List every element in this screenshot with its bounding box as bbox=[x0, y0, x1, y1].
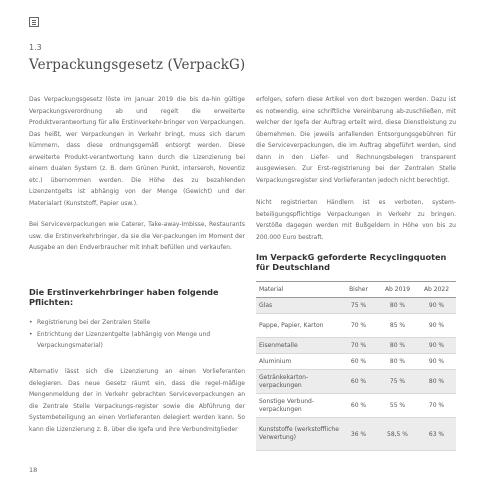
table-header-row bbox=[256, 281, 456, 298]
cell-value: 80 % bbox=[389, 302, 406, 309]
table-row bbox=[256, 354, 456, 370]
cell-material: Eisenmetalle bbox=[259, 341, 298, 349]
table-row bbox=[256, 314, 456, 338]
header-material: Material bbox=[259, 285, 284, 293]
cell-value: 63 % bbox=[428, 430, 445, 438]
cell-material: Sonstige Verbund-verpackungen bbox=[259, 397, 315, 413]
alternative-paragraph: Alternativ lässt sich die Lizenzierung an einen Vorlieferanten delegieren. Das neue Gesetz räumt ein, dass die regel-mäßige Mengenmeldung der in Verkehr gebrachten Serviceverpackungen an die Zentrale Stelle Verpackungs-register sowie die Abführung der Systembeteiligung an einen Vorlieferanten delegiert werden kann. So kann die Lizenzierung z. B. über die Igefa und ihre Verbundmitglieder bbox=[29, 368, 245, 433]
service-paragraph: Bei Serviceverpackungen wie Caterer, Take-away-Imbisse, Restaurants usw. die Erstinverkehrbringer, da sie die Ver-packungen im Moment der Ausgabe an den Endverbraucher mit Inhalt befüllen und verkaufen. bbox=[29, 221, 245, 251]
duties-heading: Die Erstinverkehrbringer haben folgende Pflichten: bbox=[29, 287, 219, 307]
list-item: • Registrierung bei der Zentralen Stelle bbox=[29, 317, 245, 329]
cell-value: 60 % bbox=[350, 378, 367, 385]
page-title: Verpackungsgesetz (VerpackG) bbox=[29, 57, 246, 73]
cell-value: 70 % bbox=[350, 322, 367, 329]
cell-value: 90 % bbox=[428, 322, 445, 329]
cell-value: 75 % bbox=[389, 378, 406, 385]
table-row bbox=[256, 338, 456, 354]
cell-value: 90 % bbox=[428, 342, 445, 349]
cell-value: 80 % bbox=[428, 378, 445, 385]
cell-value: 70 % bbox=[428, 402, 445, 409]
table-row bbox=[256, 394, 456, 418]
cell-value: 80 % bbox=[389, 358, 406, 365]
cell-value: 36 % bbox=[350, 430, 367, 438]
cell-material: Glas bbox=[259, 301, 273, 309]
duties-list bbox=[29, 317, 245, 352]
menu-icon[interactable] bbox=[29, 17, 39, 27]
cell-value: 70 % bbox=[350, 342, 367, 349]
table-row bbox=[256, 298, 456, 314]
cell-value: 90 % bbox=[428, 302, 445, 309]
cell-value: 60 % bbox=[350, 358, 367, 365]
cell-material: Kunststoffe (werkstoffliche Verwertung) bbox=[259, 426, 339, 441]
cell-value: 90 % bbox=[428, 358, 445, 365]
header-ab-2019: Ab 2019 bbox=[384, 286, 411, 293]
cell-material: Pappe, Papier, Karton bbox=[259, 321, 324, 329]
right-paragraph-1: erfolgen, sofern diese Artikel von dort bezogen werden. Dazu ist es notwendig, eine schriftliche Vereinbarung ab-zuschließen, mit welcher der Igefa der Auftrag erteilt wird, diese Dienstleistung zu übernehmen. Die jeweils anfallenden Entsorgungsgebühren für die Serviceverpackungen, die im Auftrag abgeführt werden, sind dann in den Liefer- und Rechnungsbelegen transparent ausgewiesen. Zur Erst-registrierung bei der Zentralen Stelle Verpackungsregister sind Vorlieferanten jedoch nicht berechtigt. bbox=[256, 96, 456, 184]
table-row bbox=[256, 418, 456, 451]
recycling-quota-table bbox=[256, 281, 456, 451]
right-paragraph-2: Nicht registrierten Händlern ist es verboten, system-beteiligungspflichtige Verpackungen in Verkehr zu bringen. Verstöße dagegen werden mit Bußgeldern in Höhe von bis zu 200.000 Euro bestraft. bbox=[256, 199, 456, 241]
table-heading: Im VerpackG geforderte Recyclingquoten für Deutschland bbox=[256, 252, 447, 272]
cell-value: 75 % bbox=[350, 302, 367, 309]
cell-material: Aluminium bbox=[259, 357, 292, 365]
cell-value: 58,5 % bbox=[387, 430, 408, 438]
cell-value: 60 % bbox=[350, 402, 367, 409]
table-row bbox=[256, 370, 456, 394]
header-ab-2022: Ab 2022 bbox=[423, 286, 450, 293]
cell-material: Getränkekarton-verpackungen bbox=[259, 373, 309, 389]
cell-value: 80 % bbox=[389, 342, 406, 349]
section-number: 1.3 bbox=[29, 43, 42, 52]
list-item: • Entrichtung der Lizenzentgelte (abhängig von Menge und Verpackungsmaterial) bbox=[29, 329, 245, 352]
header-bisher: Bisher bbox=[349, 286, 368, 293]
cell-value: 55 % bbox=[389, 402, 406, 409]
page-number: 18 bbox=[29, 466, 38, 474]
cell-value: 85 % bbox=[389, 322, 406, 329]
intro-paragraph: Das Verpackungsgesetz löste im Januar 2019 die bis da-hin gültige Verpackungsverordnung ab und regelt die erweiterte Produktverantwortung für alle Erstinverkehr-bringer von Verpackungen. Das heißt, wer Verpackungen in Verkehr bringt, muss sich darum kümmern, dass diese ordnungsgemäß entsorgt werden. Diese erweiterte Produkt-verantwortung kann durch die Lizenzierung bei einem dualen System (z. B. dem Grünen Punkt, interseroh, Noventiz etc.) übernommen werden. Die Höhe des zu bezahlenden Lizenzentgelts ist abhängig von der Menge (Gewicht) und der Materialart (Kunststoff, Papier usw.). bbox=[29, 96, 245, 207]
